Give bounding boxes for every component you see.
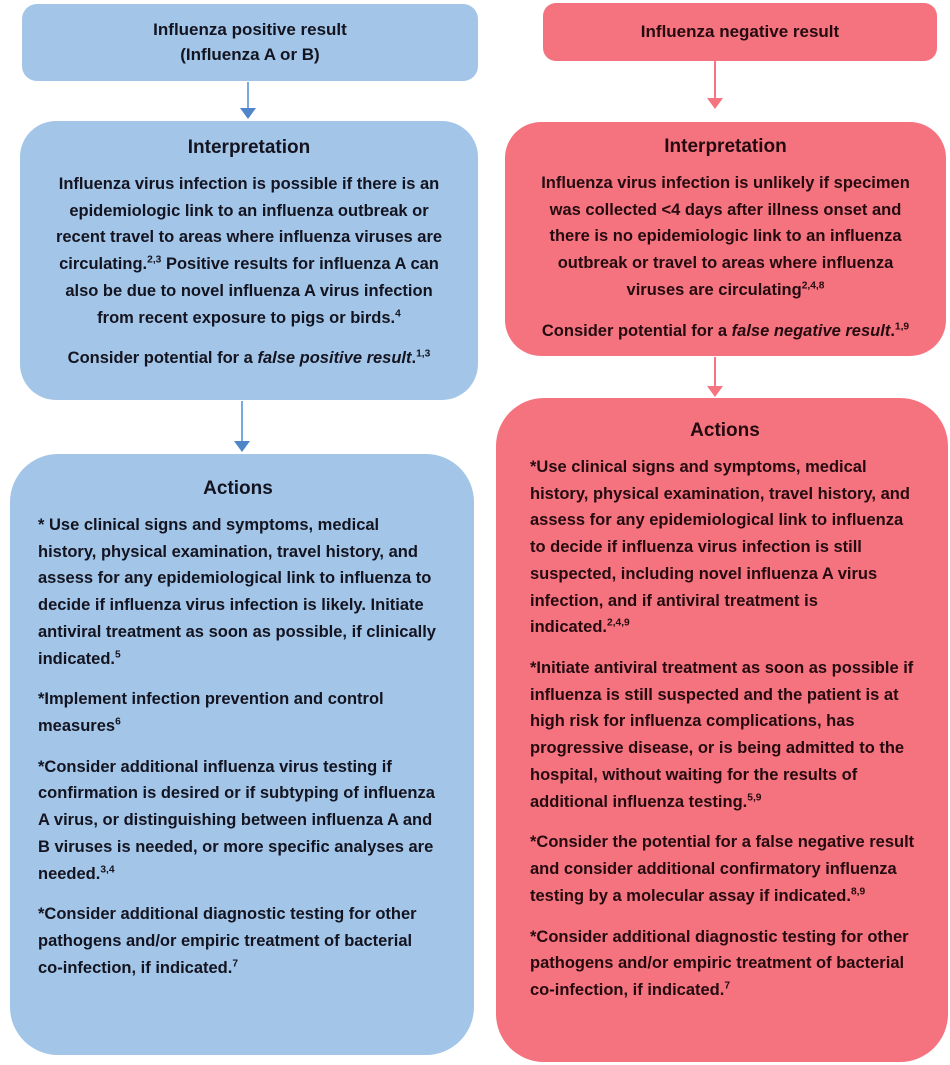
actions-text bbox=[38, 512, 438, 982]
paragraph: *Use clinical signs and symptoms, medical history, physical examination, travel history, and assess for any epidemiological link to influenza to decide if influenza virus infection is still suspected, including novel influenza A virus infection, and if antiviral treatment is indicated.$^{2,4,9}$ bbox=[530, 458, 910, 637]
arrow-shaft bbox=[714, 61, 716, 98]
positive-header-line1: Influenza positive result bbox=[153, 19, 347, 39]
paragraph: *Initiate antiviral treatment as soon as possible if influenza is still suspected and the patient is at high risk for influenza complications, has progressive disease, or is being admitted to the hospital, without waiting for the results of additional influenza testing.$^{5,9}$ bbox=[530, 659, 914, 811]
interpretation-text bbox=[533, 170, 918, 344]
down-arrow-icon bbox=[234, 401, 250, 452]
negative-actions-box bbox=[496, 398, 948, 1062]
down-arrow-icon bbox=[707, 357, 723, 397]
interpretation-title: Interpretation bbox=[187, 137, 311, 158]
positive-header-box bbox=[22, 4, 478, 81]
actions-title: Actions bbox=[690, 420, 760, 441]
paragraph: *Implement infection prevention and control measures$^6$ bbox=[38, 690, 384, 736]
down-arrow-icon bbox=[707, 61, 723, 109]
arrow-shaft bbox=[241, 401, 243, 441]
negative-interpretation-box bbox=[505, 122, 946, 356]
arrow-head bbox=[707, 98, 723, 109]
positive-actions-box bbox=[10, 454, 474, 1055]
positive-header-line2: (Influenza A or B) bbox=[180, 44, 320, 64]
paragraph: *Consider additional diagnostic testing for other pathogens and/or empiric treatment of bacterial co-infection, if indicated.$^7$ bbox=[38, 905, 417, 977]
interpretation-text bbox=[54, 171, 444, 372]
positive-interpretation-box bbox=[20, 121, 478, 400]
arrow-head bbox=[240, 108, 256, 119]
arrow-head bbox=[234, 441, 250, 452]
arrow-head bbox=[707, 386, 723, 397]
actions-text bbox=[530, 454, 920, 1004]
down-arrow-icon bbox=[240, 82, 256, 119]
paragraph: *Consider additional diagnostic testing for other pathogens and/or empiric treatment of bacterial co-infection, if indicated.$^7$ bbox=[530, 927, 909, 999]
paragraph: *Consider additional influenza virus testing if confirmation is desired or if subtyping of influenza A virus, or distinguishing between influenza A and B viruses is needed, or more specific analyses are needed.$^{3,4}$ bbox=[38, 757, 435, 883]
paragraph: Consider potential for a false negative result.$^{1,9}$ bbox=[541, 321, 910, 340]
paragraph: * Use clinical signs and symptoms, medical history, physical examination, travel history, and assess for any epidemiological link to influenza to decide if influenza virus infection is likely. Initiate antiviral treatment as soon as possible, if clinically indicated.$^5$ bbox=[38, 516, 436, 668]
paragraph: *Consider the potential for a false negative result and consider additional confirmatory influenza testing by a molecular assay if indicated.$^{8,9}$ bbox=[530, 833, 915, 905]
arrow-shaft bbox=[247, 82, 249, 108]
interpretation-title: Interpretation bbox=[664, 136, 787, 157]
negative-header-box bbox=[543, 3, 937, 61]
paragraph: Influenza virus infection is unlikely if specimen was collected <4 days after illness onset and there is no epidemiologic link to an influenza outbreak or travel to areas where influenza viruses are circulating$^{2,4,8}$ bbox=[541, 174, 910, 299]
paragraph: Consider potential for a false positive result.$^{1,3}$ bbox=[67, 348, 431, 368]
arrow-shaft bbox=[714, 357, 716, 386]
paragraph: Influenza virus infection is possible if there is an epidemiologic link to an influenza outbreak or recent travel to areas where influenza viruses are circulating.$^{2,3}$ Positive results for influenza A can also be due to novel influenza A virus infection from recent exposure to pigs or birds.$^4$ bbox=[55, 175, 443, 327]
negative-header-line1: Influenza negative result bbox=[640, 22, 840, 42]
actions-title: Actions bbox=[203, 478, 273, 499]
